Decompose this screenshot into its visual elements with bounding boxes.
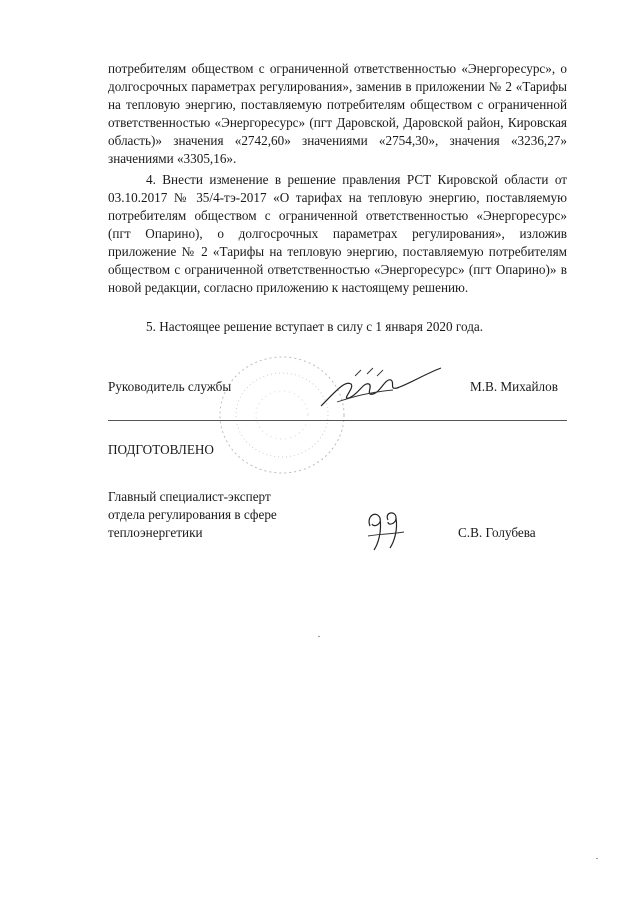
prepared-name: С.В. Голубева [458,525,536,540]
scan-speck [596,858,598,859]
scan-speck [318,636,320,637]
separator-line [108,420,567,421]
paragraph-5: 5. Настоящее решение вступает в силу с 1 января 2020 года. [146,319,484,334]
signature-prepared [360,506,410,554]
signature-head [315,362,445,414]
paragraph-4: 4. Внести изменение в решение правления РСТ Кировской области от 03.10.2017 № 35/4-тэ-2017 «О тарифах на тепловую энергию, поставляемую потребителям обществом с ограниченной ответственностью «Энергоресурс» (пгт Опарино), о долгосрочных параметрах регулирования», изложив приложение № 2 «Тарифы на тепловую энергию, поставляемую потребителям обществом с ограниченной ответственностью «Энергоресурс» (пгт Опарино)» в новой редакции, согласно приложению к настоящему решению. [108,172,567,295]
signature-name: М.В. Михайлов [470,379,558,394]
paragraph-continuation: потребителям обществом с ограниченной ответственностью «Энергоресурс», о долгосрочных параметрах регулирования», заменив в приложении № 2 «Тарифы на тепловую энергию, поставляемую потребителям обществом с ограниченной ответственностью «Энергоресурс» (пгт Даровской, Даровской район, Кировская область)» значения «2742,60» значениями «2754,30», значения «3236,27» значениями «3305,16». [108,61,567,166]
prepared-heading: ПОДГОТОВЛЕНО [108,442,214,457]
prepared-role-line-1: Главный специалист-эксперт [108,489,271,504]
signature-position: Руководитель службы [108,379,232,394]
prepared-role-line-2: отдела регулирования в сфере [108,507,277,522]
prepared-role-line-3: теплоэнергетики [108,525,203,540]
